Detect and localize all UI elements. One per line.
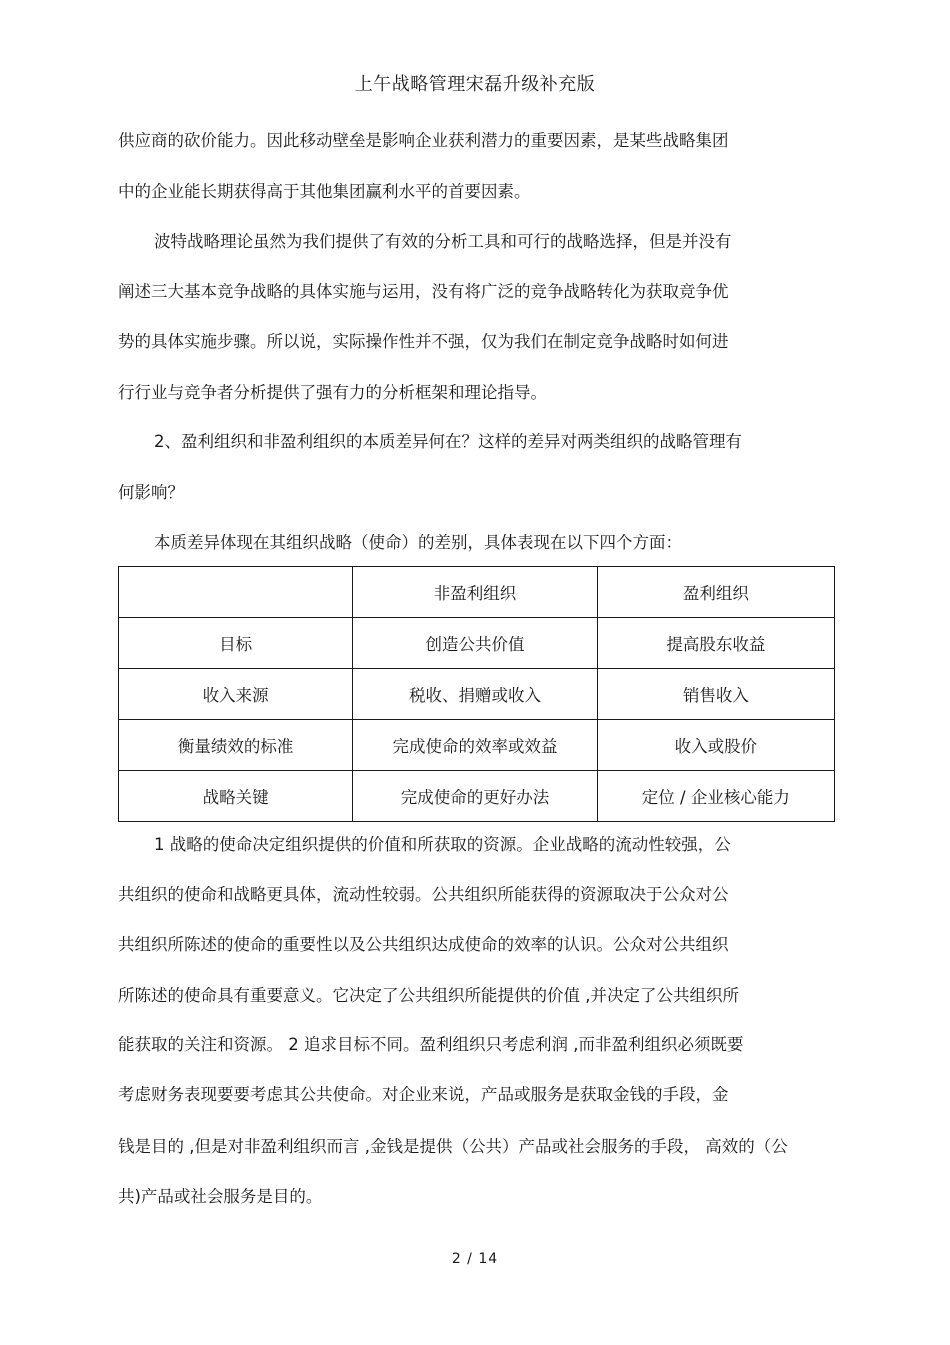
comparison-table [118,566,835,822]
table-cell: 完成使命的效率或效益 [353,720,597,771]
paragraph-line: 共)产品或社会服务是目的。 [118,1187,323,1206]
paragraph-line: 波特战略理论虽然为我们提供了有效的分析工具和可行的战略选择，但是并没有 [154,232,732,251]
paragraph-line: 1 战略的使命决定组织提供的价值和所获取的资源。企业战略的流动性较强，公 [154,835,731,854]
table-row [119,669,835,720]
table-cell: 销售收入 [597,669,834,720]
page-number: 2 / 14 [451,1251,499,1267]
question-line: 何影响？ [118,483,184,502]
table-header-cell [119,567,353,618]
paragraph-line: 钱是目的 ,但是对非盈利组织而言 ,金钱是提供（公共）产品或社会服务的手段， 高效的（公 [118,1137,788,1156]
table-header-row [119,567,835,618]
paragraph-line: 所陈述的使命具有重要意义。它决定了公共组织所能提供的价值 ,并决定了公共组织所 [118,986,739,1005]
paragraph-line: 共组织所陈述的使命的重要性以及公共组织达成使命的效率的认识。公众对公共组织 [118,935,729,954]
paragraph-line: 供应商的砍价能力。因此移动壁垒是影响企业获利潜力的重要因素，是某些战略集团 [118,131,729,150]
paragraph-line: 势的具体实施步骤。所以说，实际操作性并不强，仅为我们在制定竞争战略时如何进 [118,332,729,351]
table-cell: 衡量绩效的标准 [119,720,353,771]
question-line: 2、盈利组织和非盈利组织的本质差异何在？这样的差异对两类组织的战略管理有 [154,432,742,451]
table-row [119,771,835,822]
table-cell: 战略关键 [119,771,353,822]
table-header-cell: 盈利组织 [597,567,834,618]
paragraph-line: 中的企业能长期获得高于其他集团赢利水平的首要因素。 [118,182,531,201]
table-cell: 收入或股价 [597,720,834,771]
page-header-title: 上午战略管理宋磊升级补充版 [354,74,596,95]
table-cell: 定位 / 企业核心能力 [597,771,834,822]
paragraph-line: 能获取的关注和资源。 2 追求目标不同。盈利组织只考虑利润 ,而非盈利组织必须既要 [118,1035,744,1054]
table-header-cell: 非盈利组织 [353,567,597,618]
paragraph-line: 考虑财务表现要要考虑其公共使命。对企业来说，产品或服务是获取金钱的手段，金 [118,1085,729,1104]
paragraph-line: 本质差异体现在其组织战略（使命）的差别，具体表现在以下四个方面： [154,533,682,552]
table-cell: 目标 [119,618,353,669]
table-cell: 税收、捐赠或收入 [353,669,597,720]
table-row [119,618,835,669]
table-cell: 完成使命的更好办法 [353,771,597,822]
paragraph-line: 共组织的使命和战略更具体，流动性较弱。公共组织所能获得的资源取决于公众对公 [118,885,729,904]
table-cell: 创造公共价值 [353,618,597,669]
table-cell: 提高股东收益 [597,618,834,669]
table-row [119,720,835,771]
table-cell: 收入来源 [119,669,353,720]
paragraph-line: 行行业与竞争者分析提供了强有力的分析框架和理论指导。 [118,383,547,402]
paragraph-line: 阐述三大基本竞争战略的具体实施与运用，没有将广泛的竞争战略转化为获取竞争优 [118,282,729,301]
